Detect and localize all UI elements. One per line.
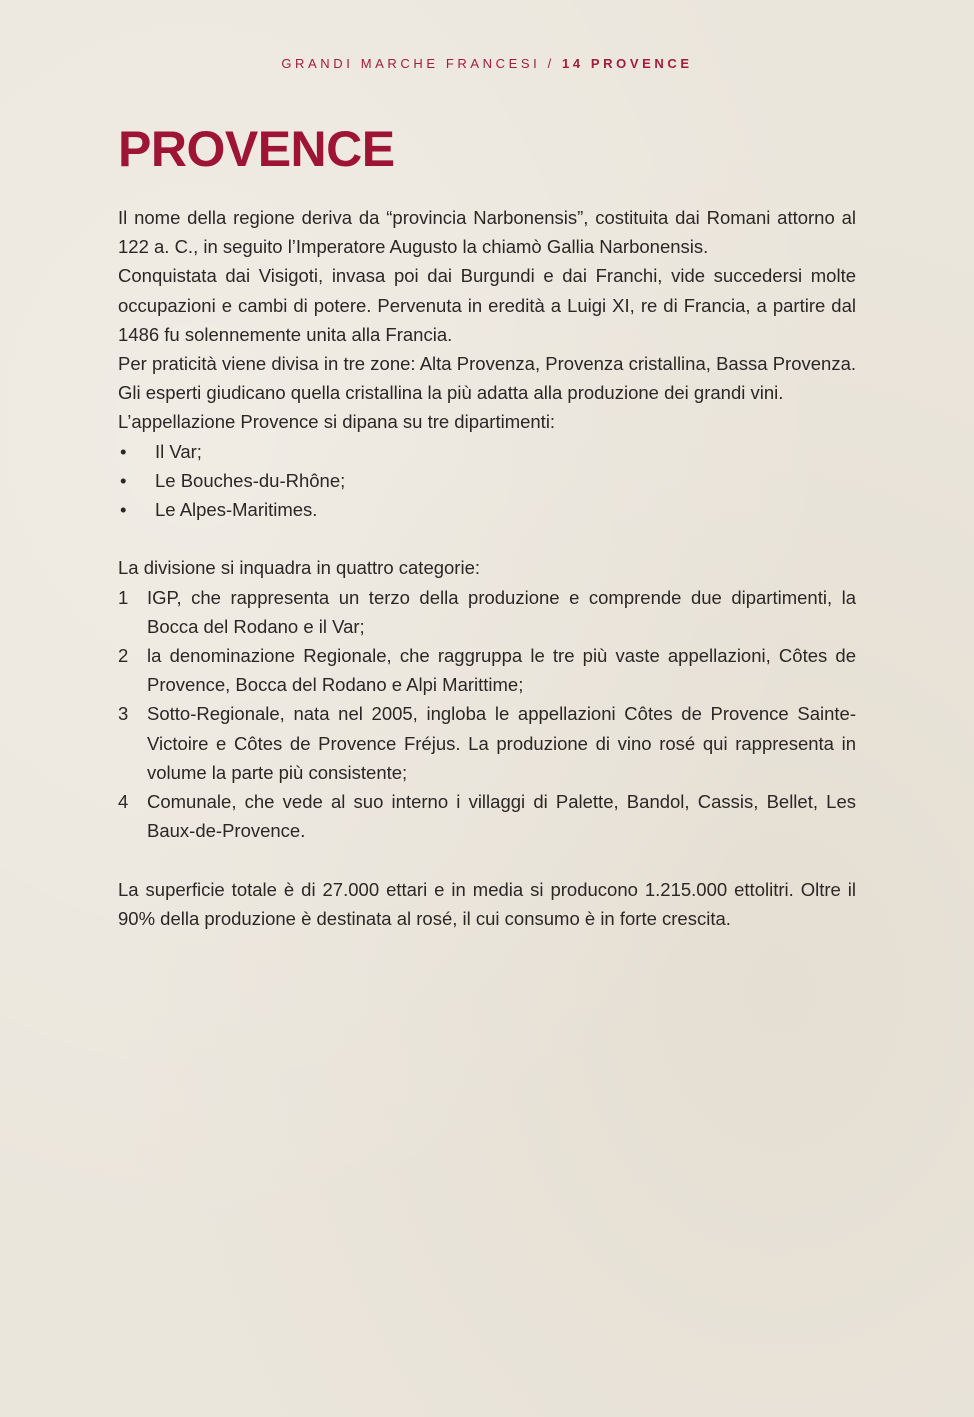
list-item-text: la denominazione Regionale, che raggruppa le tre più vaste appellazioni, Côtes de Provence, Bocca del Rodano e Alpi Marittime; [147,645,856,696]
paragraph-categories-intro: La divisione si inquadra in quattro categorie: [118,557,481,579]
spacer [118,845,856,874]
paragraph-origin: Il nome della regione deriva da “provincia Narbonensis”, costituita dai Romani attorno al 122 a. C., in seguito l’Imperatore Augusto la chiamò Gallia Narbonensis. [118,207,856,258]
paragraph-zones: Per praticità viene divisa in tre zone: Alta Provenza, Provenza cristallina, Bassa Provenza. Gli esperti giudicano quella cristallina la più adatta alla produzione dei grandi vini. [118,353,856,404]
list-item [118,583,856,641]
list-item [118,699,856,787]
list-item [118,466,856,495]
list-item-text: Il Var; [155,440,202,462]
list-number: 3 [118,703,129,725]
running-head [0,56,974,71]
bullet-icon: • [120,440,127,462]
categories-list [118,583,856,846]
list-item [118,787,856,845]
departments-list [118,437,856,525]
list-number: 1 [118,586,129,608]
list-item-text: Sotto-Regionale, nata nel 2005, ingloba le appellazioni Côtes de Provence Sainte-Victoire e Côtes de Provence Fréjus. La produzione di vino rosé qui rappresenta in volume la parte più consistente; [147,703,856,783]
list-item [118,437,856,466]
bullet-icon: • [120,469,127,491]
running-head-section: GRANDI MARCHE FRANCESI [281,56,541,71]
body-text [118,203,856,933]
running-head-chapter: 14 PROVENCE [562,56,693,71]
list-item-text: Le Alpes-Maritimes. [155,499,318,521]
running-head-separator: / [540,56,563,71]
list-item [118,641,856,699]
list-item [118,495,856,524]
list-number: 2 [118,645,129,667]
list-item-text: Le Bouches-du-Rhône; [155,469,346,491]
page-title: PROVENCE [118,121,395,177]
spacer [118,524,856,553]
bullet-icon: • [120,499,127,521]
list-item-text: IGP, che rappresenta un terzo della produzione e comprende due dipartimenti, la Bocca del Rodano e il Var; [147,586,856,637]
paragraph-history: Conquistata dai Visigoti, invasa poi dai Burgundi e dai Franchi, vide succedersi molte occupazioni e cambi di potere. Pervenuta in eredità a Luigi XI, re di Francia, a partire dal 1486 fu solennemente unita alla Francia. [118,265,856,345]
paragraph-departments-intro: L’appellazione Provence si dipana su tre dipartimenti: [118,411,556,433]
paragraph-surface: La superficie totale è di 27.000 ettari e in media si producono 1.215.000 ettolitri. Oltre il 90% della produzione è destinata al rosé, il cui consumo è in forte crescita. [118,878,856,929]
list-item-text: Comunale, che vede al suo interno i villaggi di Palette, Bandol, Cassis, Bellet, Les Baux-de-Provence. [147,791,856,842]
list-number: 4 [118,791,129,813]
